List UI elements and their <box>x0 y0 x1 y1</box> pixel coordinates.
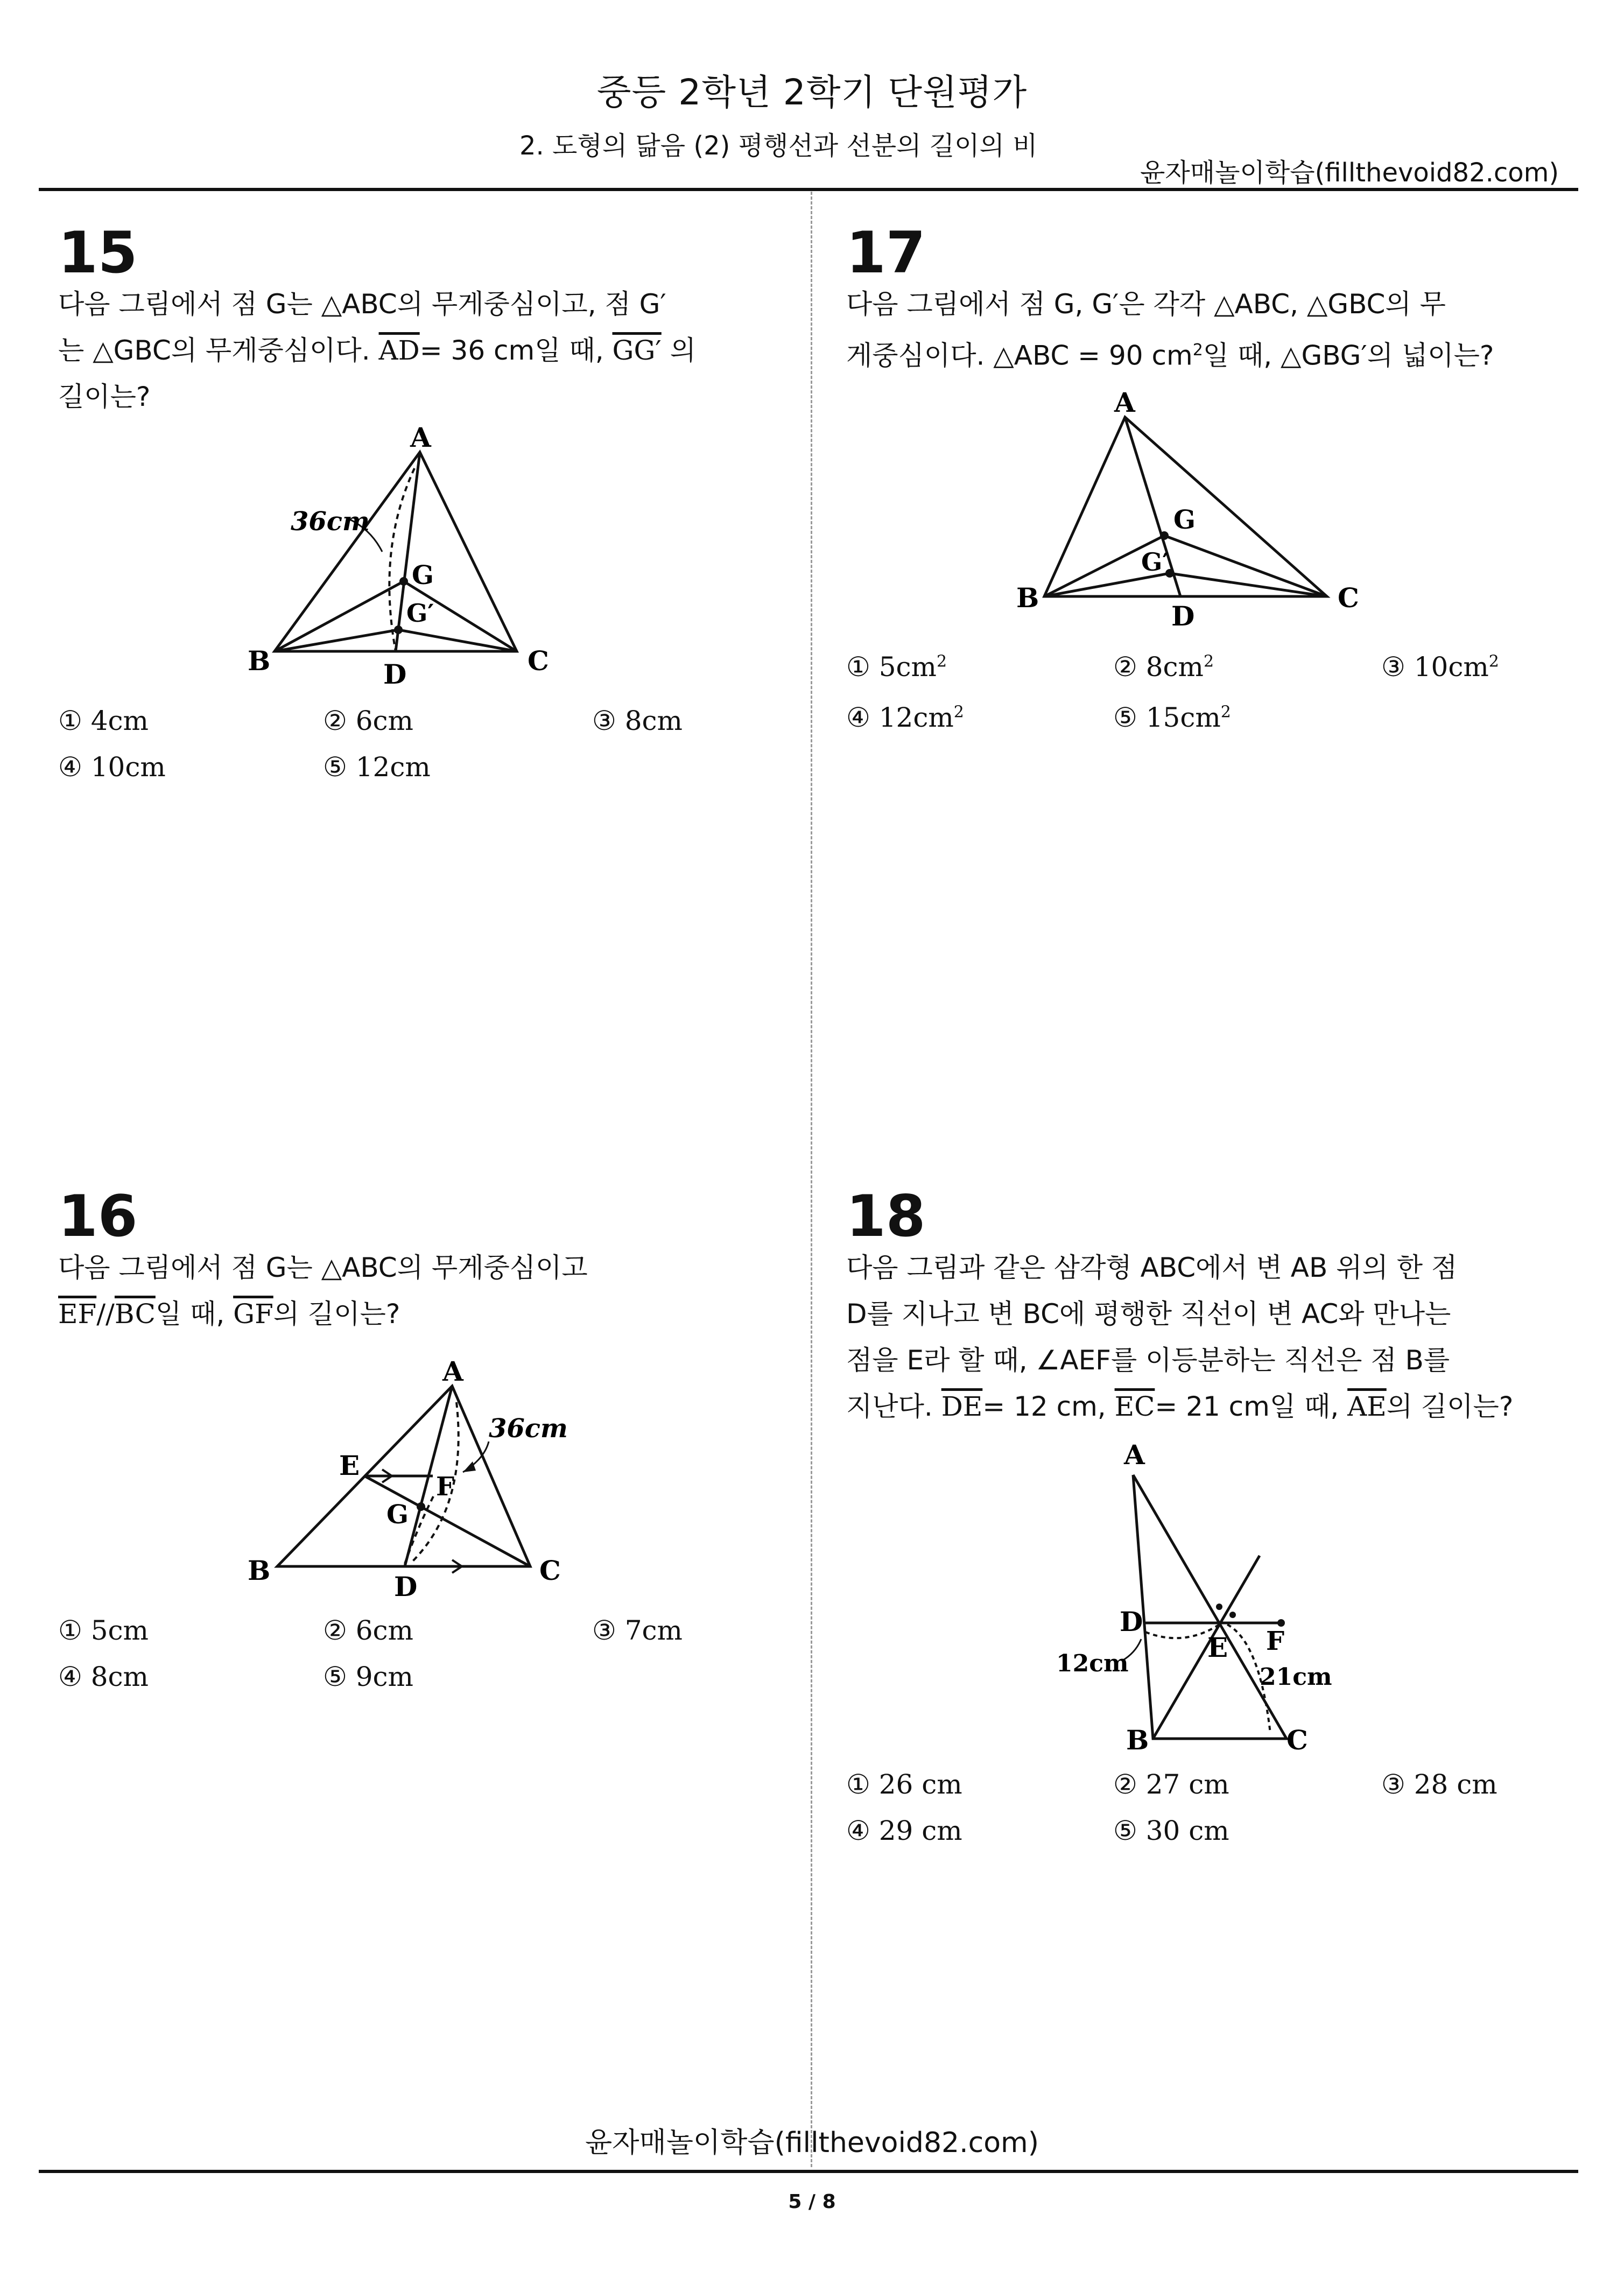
segment-gf: $\overline{GF}$ <box>233 1298 273 1330</box>
segment-ae: $\overline{AE}$ <box>1347 1391 1387 1422</box>
question-15-number: 15 <box>58 220 138 286</box>
label-d: D <box>1120 1606 1143 1637</box>
label-36cm: 36cm <box>489 1414 568 1444</box>
choice-18-4[interactable]: ④ 29 cm <box>846 1815 962 1846</box>
question-16-line-2: $\overline{EF}//\overline{BC}$일 때, $\overline{GF}$의 길이는? <box>58 1298 400 1330</box>
choice-16-3[interactable]: ③ 7cm <box>592 1615 683 1646</box>
choice-16-2[interactable]: ② 6cm <box>323 1615 413 1646</box>
question-16-line-1: 다음 그림에서 점 G는 △ABC의 무게중심이고 <box>58 1252 588 1283</box>
question-15-line-3: 길이는? <box>58 381 151 412</box>
question-18-figure <box>1055 1432 1378 1766</box>
question-16-text <box>58 1245 763 1337</box>
question-18-text <box>846 1245 1551 1430</box>
label-e: E <box>339 1450 360 1481</box>
question-16-number: 16 <box>58 1183 138 1249</box>
choice-17-1[interactable]: ① $5cm^2$ <box>846 651 947 683</box>
label-c: C <box>539 1555 561 1586</box>
label-b: B <box>248 645 271 677</box>
label-a: A <box>1114 386 1135 418</box>
label-a: A <box>442 1355 463 1387</box>
choice-18-3[interactable]: ③ 28 cm <box>1381 1769 1498 1800</box>
choice-17-2[interactable]: ② $8cm^2$ <box>1113 651 1214 683</box>
question-15-line-1: 다음 그림에서 점 G는 △ABC의 무게중심이고, 점 G′ <box>58 289 666 320</box>
segment-ad: $\overline{AD}$ <box>378 335 420 366</box>
choice-17-4[interactable]: ④ $12cm^2$ <box>846 702 964 733</box>
segment-ef: $\overline{EF}$ <box>58 1298 97 1330</box>
question-15-figure <box>237 420 581 700</box>
label-f: F <box>1266 1626 1285 1656</box>
header-rule <box>39 188 1578 191</box>
segment-ggp: GG′ <box>612 335 662 366</box>
question-18-line-4: 지난다. $\overline{DE}= 12$ cm, $\overline{EC}= 21$ cm일 때, $\overline{AE}$의 길이는? <box>846 1391 1514 1422</box>
label-c: C <box>528 645 549 677</box>
question-18-line-3: 점을 E라 할 때, ∠AEF를 이등분하는 직선은 점 B를 <box>846 1345 1450 1376</box>
segment-de: $\overline{DE}$ <box>941 1391 983 1422</box>
label-d: D <box>394 1571 418 1602</box>
question-15-line-2: 는 △GBC의 무게중심이다. $\overline{AD}= 36$ cm일 때, GG′ 의 <box>58 335 696 366</box>
question-17-line-2: 게중심이다. △ABC = 90 $cm^2$일 때, △GBG′의 넓이는? <box>846 340 1494 371</box>
page-title: 중등 2학년 2학기 단원평가 <box>596 72 1028 113</box>
question-18-number: 18 <box>846 1183 926 1249</box>
choice-16-4[interactable]: ④ 8cm <box>58 1661 149 1692</box>
choice-16-1[interactable]: ① 5cm <box>58 1615 149 1646</box>
label-f: F <box>436 1472 455 1502</box>
header-brand: 윤자매놀이학습(fillthevoid82.com) <box>1140 158 1559 188</box>
segment-bc: $\overline{BC}$ <box>114 1298 156 1330</box>
choice-18-2[interactable]: ② 27 cm <box>1113 1769 1229 1800</box>
label-g-prime: G′ <box>406 599 434 628</box>
choice-15-2[interactable]: ② 6cm <box>323 705 413 736</box>
label-b: B <box>1016 582 1039 614</box>
label-e: E <box>1207 1632 1228 1663</box>
label-g: G <box>1173 505 1196 535</box>
question-17-figure <box>1012 382 1400 630</box>
question-16-figure <box>237 1351 581 1604</box>
label-b: B <box>248 1555 271 1586</box>
label-a: A <box>1124 1439 1145 1471</box>
label-g: G <box>386 1500 409 1530</box>
choice-16-5[interactable]: ⑤ 9cm <box>323 1661 413 1692</box>
choice-15-4[interactable]: ④ 10cm <box>58 751 166 783</box>
choice-15-3[interactable]: ③ 8cm <box>592 705 683 736</box>
label-12cm: 12cm <box>1056 1650 1129 1677</box>
question-17-line-1: 다음 그림에서 점 G, G′은 각각 △ABC, △GBC의 무 <box>846 289 1446 320</box>
question-18-line-1: 다음 그림과 같은 삼각형 ABC에서 변 AB 위의 한 점 <box>846 1252 1458 1283</box>
question-15-text <box>58 281 763 420</box>
unit-subtitle: 2. 도형의 닮음 (2) 평행선과 선분의 길이의 비 <box>519 131 1038 161</box>
label-c: C <box>1338 582 1359 614</box>
choice-18-1[interactable]: ① 26 cm <box>846 1769 962 1800</box>
page-number: 5 / 8 <box>788 2191 836 2213</box>
label-g: G <box>412 560 434 590</box>
question-17-text <box>846 281 1551 379</box>
label-21cm: 21cm <box>1260 1663 1332 1691</box>
label-b: B <box>1126 1724 1149 1756</box>
label-36cm: 36cm <box>291 507 370 537</box>
choice-17-3[interactable]: ③ $10cm^2$ <box>1381 651 1499 683</box>
footer-rule <box>39 2170 1578 2173</box>
footer-brand: 윤자매놀이학습(fillthevoid82.com) <box>585 2127 1039 2159</box>
choice-17-5[interactable]: ⑤ $15cm^2$ <box>1113 702 1231 733</box>
label-a: A <box>410 421 431 453</box>
label-g-prime: G′ <box>1141 547 1169 576</box>
label-d: D <box>1171 600 1195 630</box>
choice-15-5[interactable]: ⑤ 12cm <box>323 751 431 783</box>
column-divider <box>811 192 812 2167</box>
segment-ec: $\overline{EC}$ <box>1114 1391 1155 1422</box>
label-d: D <box>383 658 407 690</box>
question-17-number: 17 <box>846 220 926 286</box>
choice-18-5[interactable]: ⑤ 30 cm <box>1113 1815 1229 1846</box>
question-18-line-2: D를 지나고 변 BC에 평행한 직선이 변 AC와 만나는 <box>846 1298 1451 1330</box>
choice-15-1[interactable]: ① 4cm <box>58 705 149 736</box>
label-c: C <box>1286 1724 1308 1756</box>
